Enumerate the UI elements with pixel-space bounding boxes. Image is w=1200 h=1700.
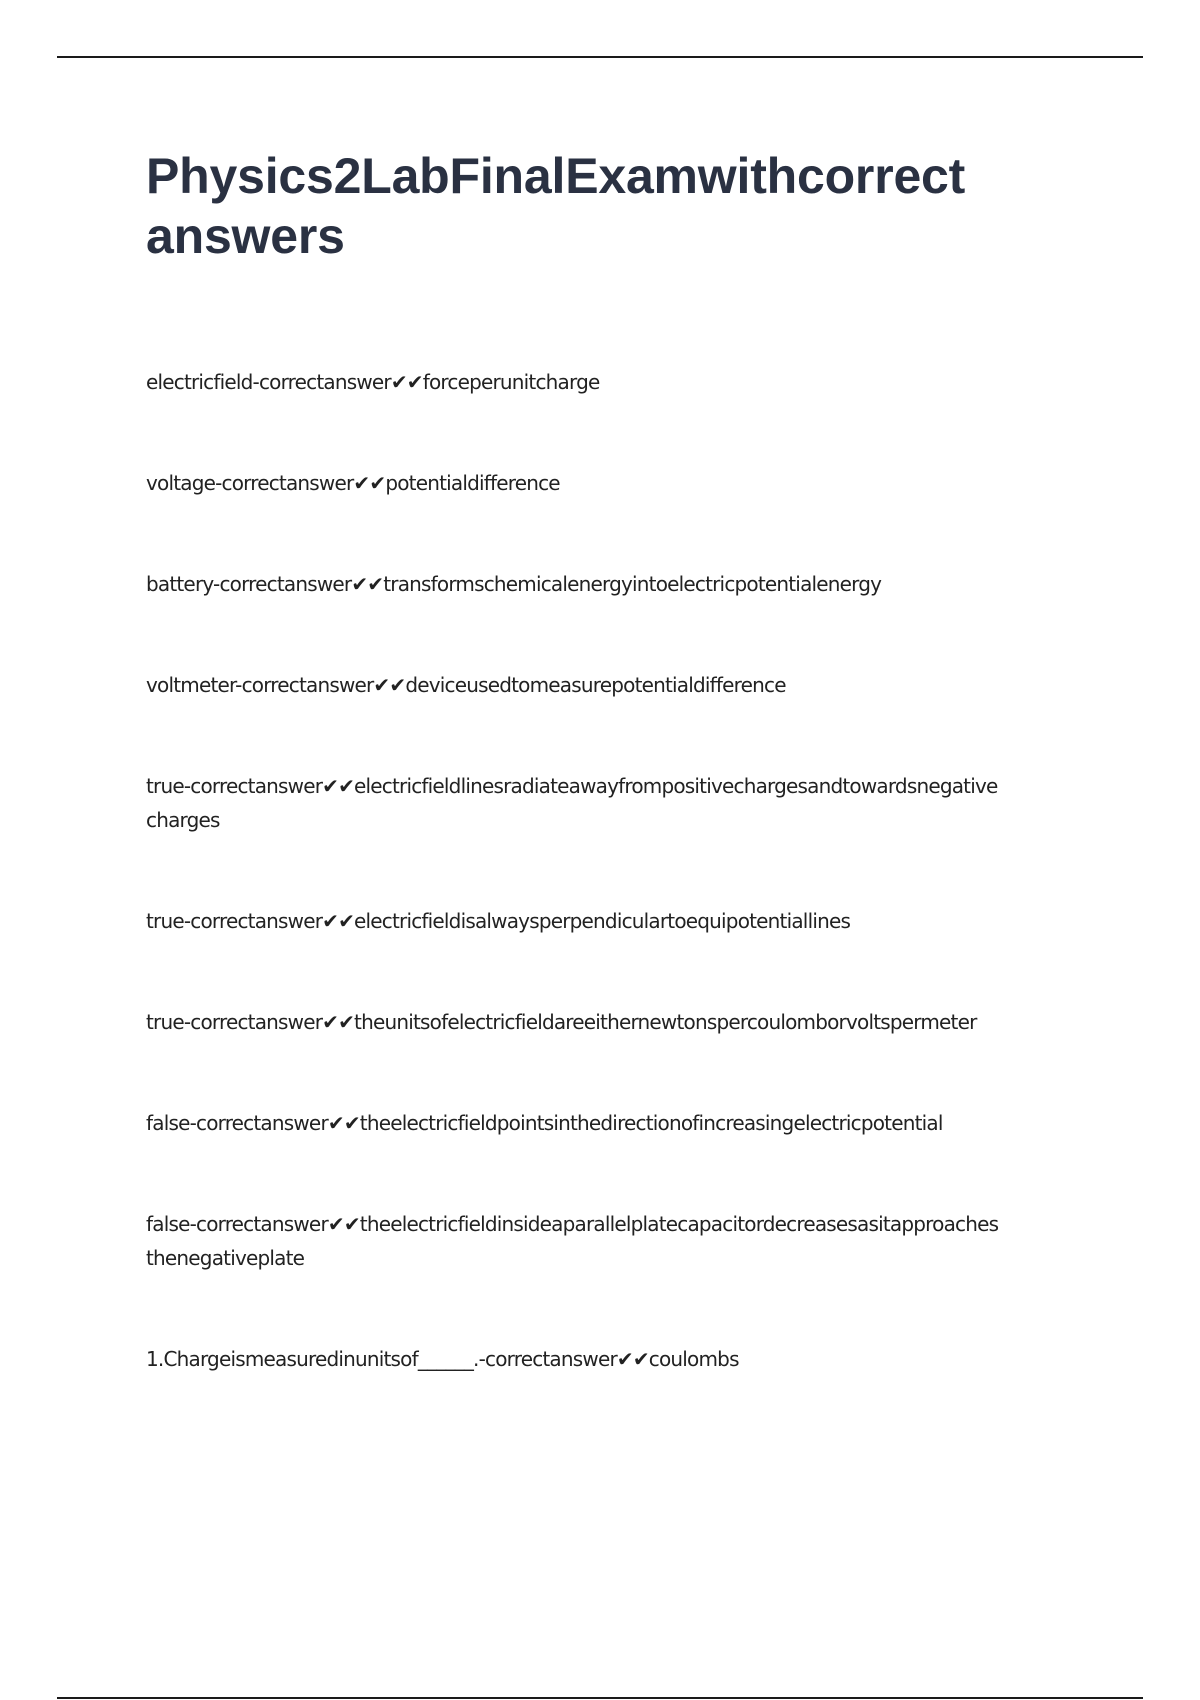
qa-entry: false-correctanswer✔✔theelectricfieldinsideaparallelplatecapacitordecreasesasitapproaches thenegativeplate xyxy=(146,1212,999,1270)
qa-entry: false-correctanswer✔✔theelectricfieldpointsinthedirectionofincreasingelectricpotential xyxy=(146,1111,943,1135)
bottom-rule xyxy=(57,1697,1143,1699)
qa-entry: electricfield-correctanswer✔✔forceperunitcharge xyxy=(146,370,600,394)
qa-entry: true-correctanswer✔✔electricfieldlinesradiateawayfrompositivechargesandtowardsnegative charges xyxy=(146,774,998,832)
document-title: Physics2LabFinalExamwithcorrect answers xyxy=(146,148,966,264)
qa-list xyxy=(146,365,1076,1376)
qa-entry: true-correctanswer✔✔theunitsofelectricfieldareeithernewtonspercoulomborvoltspermeter xyxy=(146,1010,977,1034)
top-rule xyxy=(57,56,1143,58)
qa-entry: voltage-correctanswer✔✔potentialdifference xyxy=(146,471,560,495)
qa-entry: voltmeter-correctanswer✔✔deviceusedtomeasurepotentialdifference xyxy=(146,673,786,697)
qa-entry: true-correctanswer✔✔electricfieldisalwaysperpendiculartoequipotentiallines xyxy=(146,909,851,933)
qa-entry: 1.Chargeismeasuredinunitsof______.-correctanswer✔✔coulombs xyxy=(146,1347,739,1371)
qa-entry: battery-correctanswer✔✔transformschemicalenergyintoelectricpotentialenergy xyxy=(146,572,882,596)
